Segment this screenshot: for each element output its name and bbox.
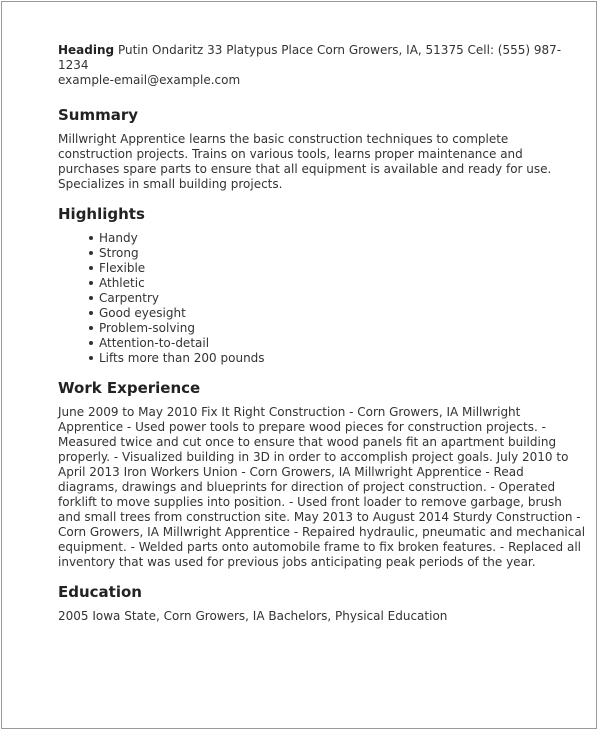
- list-item: Athletic: [99, 276, 586, 291]
- summary-title: Summary: [58, 106, 139, 124]
- list-item: Flexible: [99, 261, 586, 276]
- name-address: Putin Ondaritz 33 Platypus Place Corn Growers, IA, 51375 Cell: (555) 987-1234: [58, 43, 562, 72]
- education-section: [58, 583, 586, 624]
- contact-line: [58, 43, 586, 73]
- summary-section: [58, 106, 586, 192]
- work-experience-section: [58, 379, 586, 570]
- list-item: Handy: [99, 231, 586, 246]
- list-item: Good eyesight: [99, 306, 586, 321]
- highlights-title: Highlights: [58, 205, 145, 223]
- work-experience-text: June 2009 to May 2010 Fix It Right Construction - Corn Growers, IA Millwright Apprentice - Used power tools to prepare wood pieces for construction projects. - Measured twice and cut once to ensure that wood panels fit an apartment building properly. - Visualized building in 3D in order to accomplish project goals. July 2010 to April 2013 Iron Workers Union - Corn Growers, IA Millwright Apprentice - Read diagrams, drawings and blueprints for direction of project construction. - Operated forklift to move supplies into position. - Used front loader to remove garbage, brush and small trees from construction site. May 2013 to August 2014 Sturdy Construction - Corn Growers, IA Millwright Apprentice - Repaired hydraulic, pneumatic and mechanical equipment. - Welded parts onto automobile frame to fix broken features. - Replaced all inventory that was used for previous jobs anticipating peak periods of the year.: [58, 405, 586, 569]
- list-item: Problem-solving: [99, 321, 586, 336]
- resume-page: [1, 1, 597, 729]
- summary-text: Millwright Apprentice learns the basic construction techniques to complete construction projects. Trains on various tools, learns proper maintenance and purchases spare parts to ensure that all equipment is available and ready for use. Specializes in small building projects.: [58, 132, 552, 191]
- work-experience-title: Work Experience: [58, 379, 201, 397]
- list-item: Attention-to-detail: [99, 336, 586, 351]
- list-item: Carpentry: [99, 291, 586, 306]
- list-item: Strong: [99, 246, 586, 261]
- highlights-section: [58, 205, 586, 366]
- list-item: Lifts more than 200 pounds: [99, 351, 586, 366]
- heading-label: Heading: [58, 43, 115, 57]
- education-title: Education: [58, 583, 142, 601]
- highlights-list: [58, 231, 586, 366]
- education-text: 2005 Iowa State, Corn Growers, IA Bachelors, Physical Education: [58, 609, 448, 623]
- email-text: example-email@example.com: [58, 73, 241, 87]
